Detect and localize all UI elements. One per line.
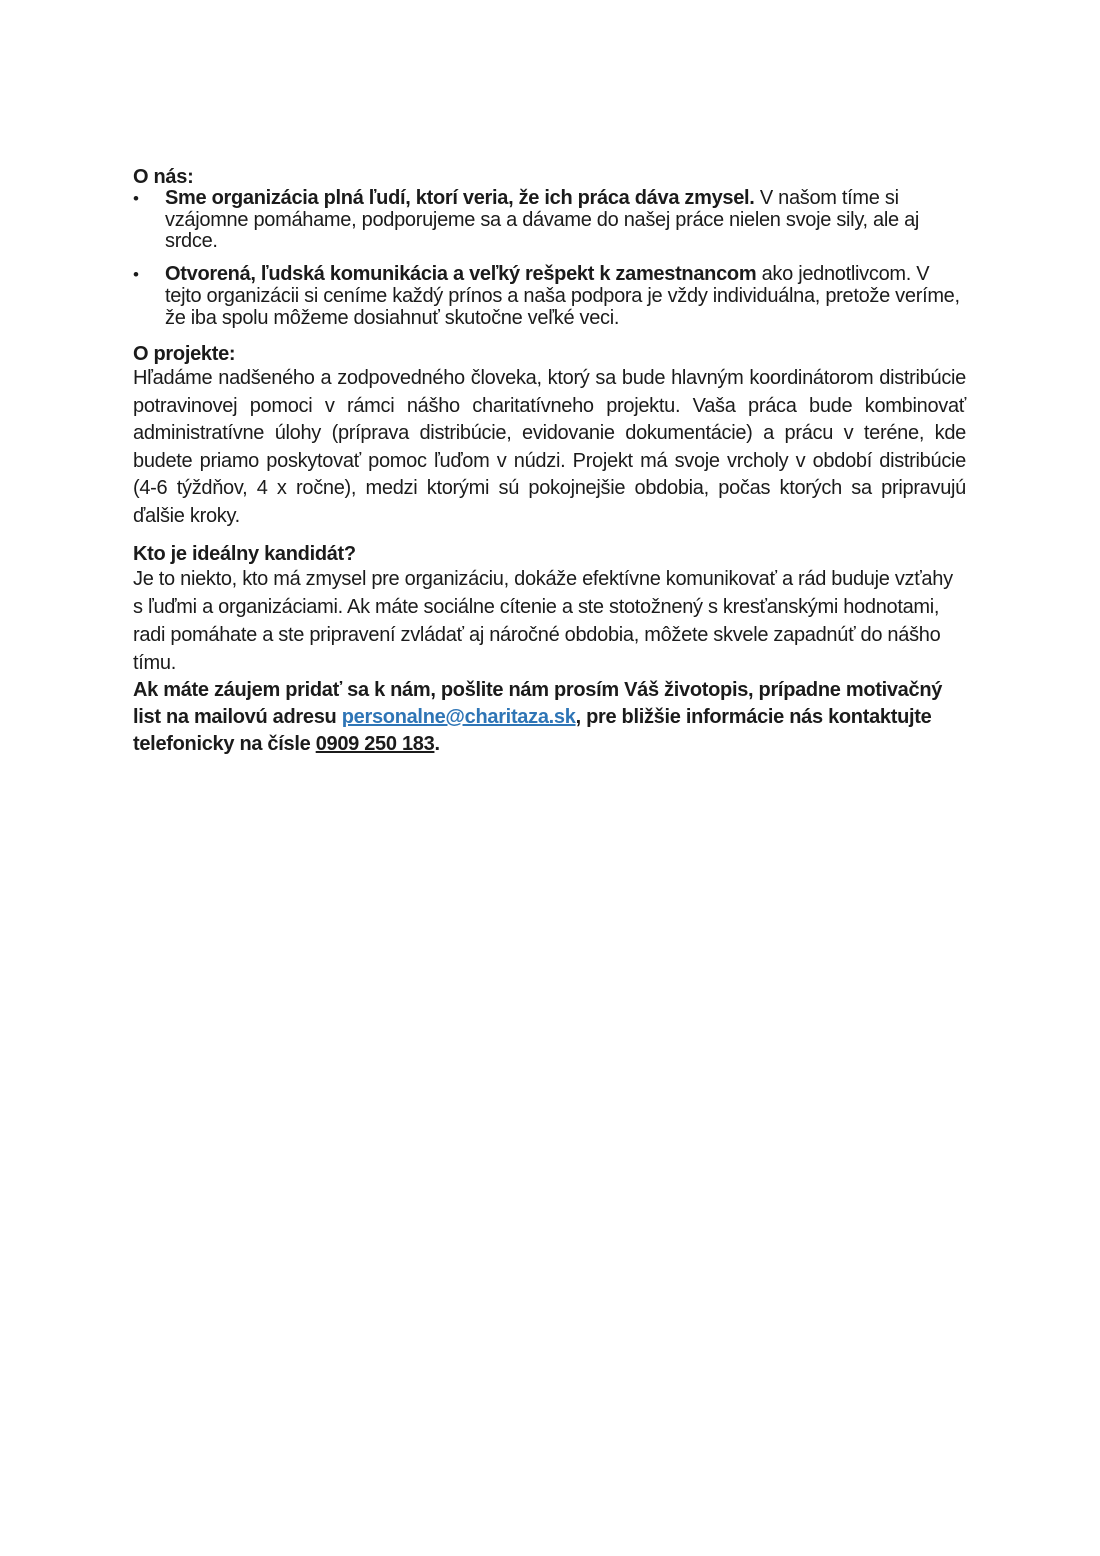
section-apply: [133, 677, 966, 758]
list-item: [133, 264, 966, 329]
bullet-rest-text: ako jednotlivcom. V tejto organizácii si ceníme každý prínos a naša podpora je vždy individuálna, pretože veríme, že iba spolu môžeme dosiahnuť skutočne veľké veci.: [165, 263, 960, 329]
about-us-heading: O nás:: [133, 166, 194, 188]
bullet-text: [165, 264, 966, 329]
about-us-bullet-list: [133, 188, 966, 329]
document-content: [133, 166, 966, 758]
bullet-icon: •: [133, 265, 139, 285]
email-link[interactable]: personalne@charitaza.sk: [341, 706, 576, 729]
ideal-candidate-paragraph: Je to niekto, kto má zmysel pre organizáciu, dokáže efektívne komunikovať a rád buduje vzťahy s ľuďmi a organizáciami. Ak máte sociálne cítenie a ste stotožnený s kresťanskými hodnotami, radi pomáhate a ste pripravení zvládať aj náročné obdobia, môžete skvele zapadnúť do nášho tímu.: [133, 568, 953, 675]
bullet-rest-text: V našom tíme si vzájomne pomáhame, podporujeme sa a dávame do našej práce nielen svoje sily, ale aj srdce.: [165, 187, 920, 253]
section-about-project: [133, 343, 966, 530]
phone-number: 0909 250 183: [315, 733, 435, 756]
bullet-bold-lead: Sme organizácia plná ľudí, ktorí veria, že ich práca dáva zmysel.: [165, 187, 755, 209]
section-about-us: [133, 166, 966, 329]
ideal-candidate-heading: Kto je ideálny kandidát?: [133, 543, 356, 566]
apply-text-before-email: Ak máte záujem pridať sa k nám, pošlite nám prosím Váš životopis, prípadne motivačný list na mailovú adresu: [133, 679, 943, 729]
about-project-heading: O projekte:: [133, 343, 236, 366]
apply-paragraph: [133, 677, 966, 758]
sentence-end-period: .: [434, 733, 440, 756]
bullet-icon: •: [133, 189, 139, 208]
list-item: [133, 188, 966, 253]
section-ideal-candidate: [133, 543, 966, 677]
bullet-text: [165, 188, 966, 253]
bullet-bold-lead: Otvorená, ľudská komunikácia a veľký rešpekt k zamestnancom: [165, 263, 757, 286]
about-project-paragraph: Hľadáme nadšeného a zodpovedného človeka, ktorý sa bude hlavným koordinátorom distribúcie potravinovej pomoci v rámci nášho charitatívneho projektu. Vaša práca bude kombinovať administratívne úlohy (príprava distribúcie, evidovanie dokumentácie) a prácu v teréne, kde budete priamo poskytovať pomoc ľuďom v núdzi. Projekt má svoje vrcholy v období distribúcie (4-6 týždňov, 4 x ročne), medzi ktorými sú pokojnejšie obdobia, počas ktorých sa pripravujú ďalšie kroky.: [133, 367, 966, 527]
apply-text-after-email: , pre bližšie informácie nás kontaktujte telefonicky na čísle: [133, 706, 932, 756]
